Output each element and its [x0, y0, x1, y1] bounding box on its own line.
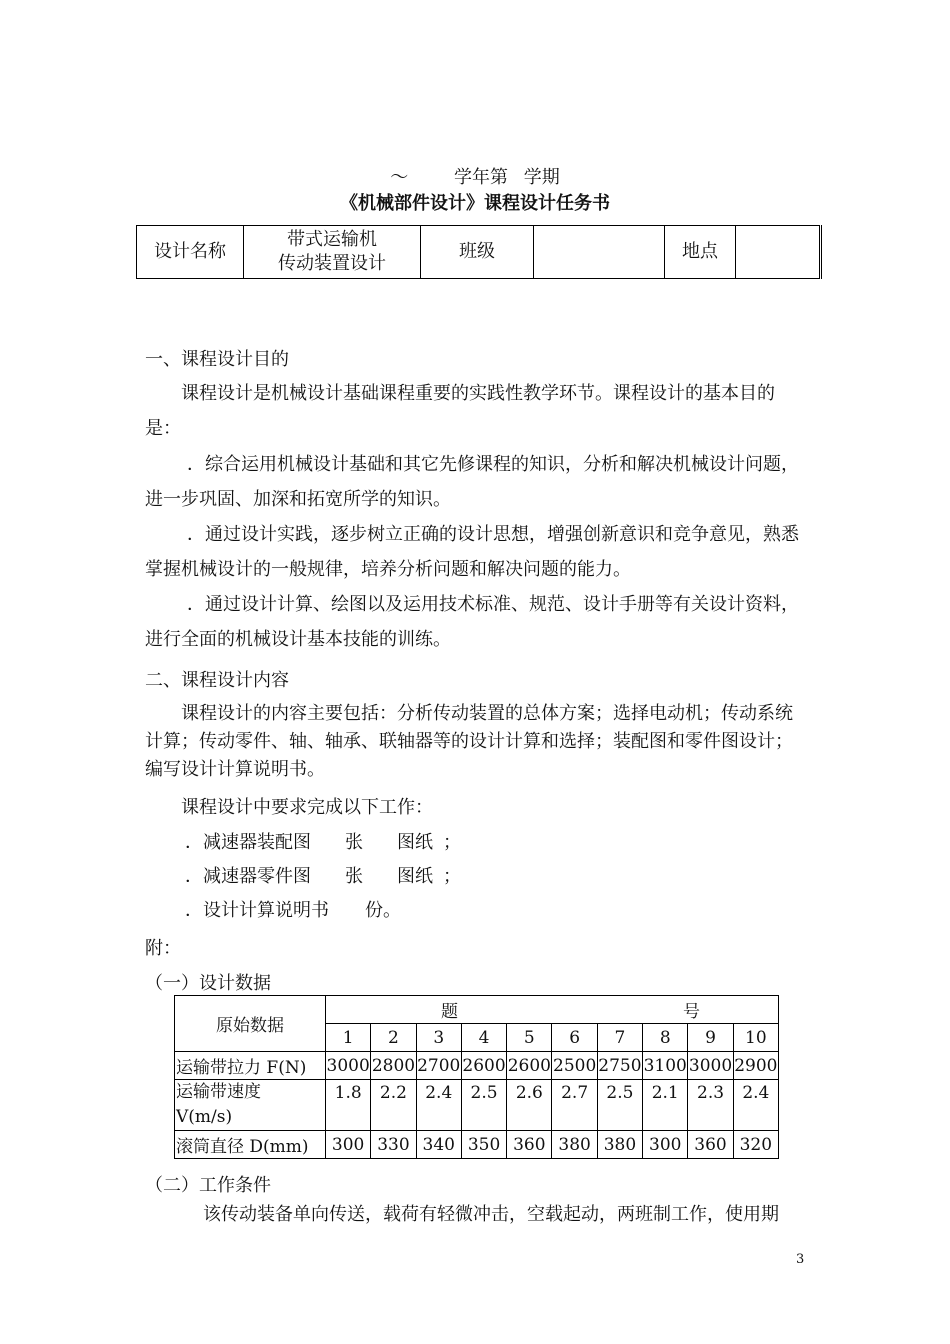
design-name-value	[244, 226, 421, 279]
problem-number: 5	[507, 1024, 552, 1052]
year-term-b: 学期	[523, 167, 560, 188]
class-value	[534, 226, 665, 279]
table-row	[175, 1080, 779, 1131]
table-cell: 380	[597, 1131, 642, 1159]
table-cell: 300	[643, 1131, 688, 1159]
requirement-2-unit: 张	[345, 866, 363, 887]
section1-item-1: ．综合运用机械设计基础和其它先修课程的知识，分析和解决机械设计问题，进一步巩固、加深和拓宽所学的知识。	[145, 454, 799, 510]
table-cell: 2.5	[461, 1080, 506, 1131]
table-cell: 3100	[643, 1052, 688, 1080]
requirement-3-item: ．设计计算说明书	[185, 900, 329, 921]
table-cell: 2.2	[371, 1080, 416, 1131]
problem-number: 7	[597, 1024, 642, 1052]
work-conditions-text: 该传动装备单向传送，载荷有轻微冲击，空载起动，两班制工作，使用期	[203, 1204, 779, 1225]
header-ti: 题	[441, 1002, 458, 1022]
design-data-heading: （一）设计数据	[145, 973, 271, 994]
table-cell: 350	[461, 1131, 506, 1159]
table-cell: 2.4	[416, 1080, 461, 1131]
design-info-table	[136, 225, 822, 279]
table-cell: 2.3	[688, 1080, 733, 1131]
requirement-3	[185, 896, 401, 922]
row-label-speed	[175, 1080, 326, 1131]
table-row	[175, 1131, 779, 1159]
table-row	[175, 1052, 779, 1080]
table-cell: 2.6	[507, 1080, 552, 1131]
requirement-2-item: ．减速器零件图	[185, 866, 311, 887]
section2-content: 课程设计的内容主要包括：分析传动装置的总体方案；选择电动机；传动系统计算；传动零件、轴、轴承、联轴器等的设计计算和选择；装配图和零件图设计；编写设计计算说明书。	[145, 703, 793, 780]
design-data-table	[174, 995, 779, 1159]
location-label: 地点	[665, 226, 736, 279]
problem-number: 9	[688, 1024, 733, 1052]
design-name-label: 设计名称	[137, 226, 244, 279]
table-cell: 320	[733, 1131, 778, 1159]
class-label: 班级	[421, 226, 534, 279]
problem-number: 1	[326, 1024, 371, 1052]
header-hao: 号	[683, 1002, 700, 1022]
table-cell: 1.8	[326, 1080, 371, 1131]
row-label-speed-line2: V(m/s)	[176, 1107, 233, 1127]
problem-number: 10	[733, 1024, 778, 1052]
table-cell: 380	[552, 1131, 597, 1159]
requirement-2-end: ；	[443, 866, 461, 887]
section1-heading: 一、课程设计目的	[145, 349, 289, 370]
problem-number: 3	[416, 1024, 461, 1052]
table-corner: 原始数据	[175, 996, 326, 1052]
requirement-1-end: ；	[443, 832, 461, 853]
document-title: 《机械部件设计》课程设计任务书	[340, 193, 610, 214]
table-cell: 330	[371, 1131, 416, 1159]
table-cell: 2600	[461, 1052, 506, 1080]
table-cell: 2.5	[597, 1080, 642, 1131]
row-label-speed-line1: 运输带速度	[176, 1082, 261, 1102]
problem-number: 6	[552, 1024, 597, 1052]
section1-item-2: ．通过设计实践，逐步树立正确的设计思想，增强创新意识和竞争意见，熟悉掌握机械设计的一般规律，培养分析问题和解决问题的能力。	[145, 524, 799, 580]
year-term-a: 学年第	[454, 167, 508, 188]
table-cell: 360	[688, 1131, 733, 1159]
requirement-1-paper: 图纸	[397, 832, 433, 853]
problem-number: 8	[643, 1024, 688, 1052]
requirement-1-unit: 张	[345, 832, 363, 853]
table-cell: 2500	[552, 1052, 597, 1080]
table-cell: 3000	[326, 1052, 371, 1080]
tilde: ～	[390, 167, 409, 188]
requirement-1-item: ．减速器装配图	[185, 832, 311, 853]
requirements-intro: 课程设计中要求完成以下工作：	[181, 797, 433, 818]
academic-year-line	[0, 163, 950, 189]
location-value	[736, 226, 821, 279]
table-cell: 2.1	[643, 1080, 688, 1131]
table-cell: 2600	[507, 1052, 552, 1080]
section2-heading: 二、课程设计内容	[145, 670, 289, 691]
design-name-line2: 传动装置设计	[278, 253, 386, 274]
table-cell: 2.4	[733, 1080, 778, 1131]
section1-item-3: ．通过设计计算、绘图以及运用技术标准、规范、设计手册等有关设计资料，进行全面的机械设计基本技能的训练。	[145, 594, 799, 650]
appendix-label: 附：	[145, 938, 181, 959]
table-cell: 3000	[688, 1052, 733, 1080]
row-label-force: 运输带拉力 F(N)	[175, 1052, 326, 1080]
requirement-3-unit: 份。	[365, 900, 401, 921]
table-cell: 2750	[597, 1052, 642, 1080]
table-cell: 2700	[416, 1052, 461, 1080]
table-cell: 340	[416, 1131, 461, 1159]
table-cell: 2800	[371, 1052, 416, 1080]
design-name-line1: 带式运输机	[287, 229, 377, 250]
table-cell: 300	[326, 1131, 371, 1159]
problem-number: 4	[461, 1024, 506, 1052]
page-number: 3	[796, 1252, 805, 1267]
table-cell: 360	[507, 1131, 552, 1159]
row-label-diameter: 滚筒直径 D(mm)	[175, 1131, 326, 1159]
table-cell: 2.7	[552, 1080, 597, 1131]
section1-intro: 课程设计是机械设计基础课程重要的实践性教学环节。课程设计的基本目的是：	[145, 383, 775, 439]
table-cell: 2900	[733, 1052, 778, 1080]
work-conditions-heading: （二）工作条件	[145, 1175, 271, 1196]
problem-number-header	[326, 996, 779, 1024]
requirement-2-paper: 图纸	[397, 866, 433, 887]
requirement-1	[185, 828, 461, 854]
problem-number: 2	[371, 1024, 416, 1052]
requirement-2	[185, 862, 461, 888]
